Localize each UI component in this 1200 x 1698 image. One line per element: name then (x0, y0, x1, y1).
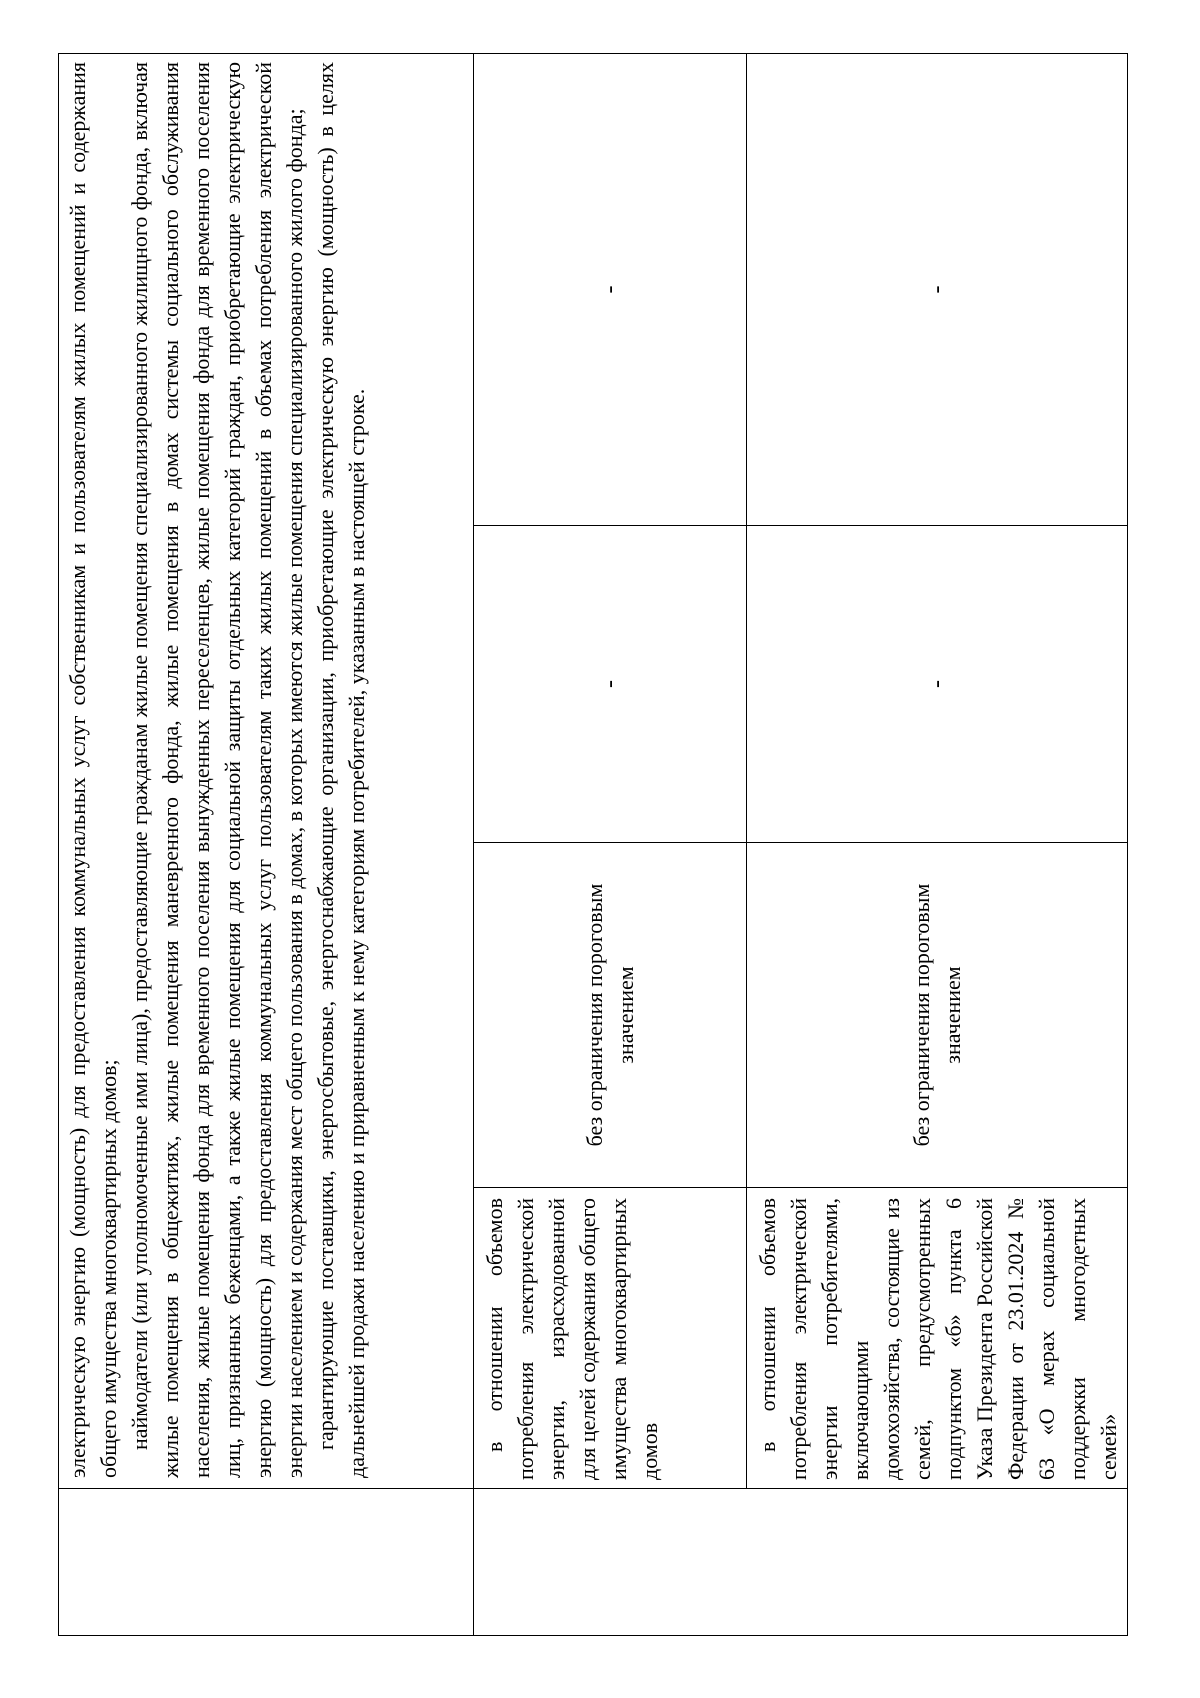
dash-value: - (596, 680, 623, 688)
consumption-scope-text: в отношении объемов потребления электрической энергии, израсходованной для целей содержания общего имущества многоквартирных домов (482, 1198, 662, 1480)
intro-paragraph: электрическую энергию (мощность) для предоставления коммунальных услуг собственникам и пользователям жилых помещений и содержания общего имущества многоквартирных домов; (65, 61, 121, 1478)
consumption-scope-text: в отношении объемов потребления электрической энергии потребителями, включающими домохозяйства, состоящие из семей, предусмотренных подпунктом «б» пункта 6 Указа Президента Российской Федерации от 23.01.2024 № 63 «О мерах социальной поддержки многодетных семей» (755, 1198, 1121, 1480)
value-cell (747, 53, 1128, 525)
consumption-scope-cell (474, 1188, 747, 1489)
intro-paragraph: наймодатели (или уполномоченные ими лица), предоставляющие гражданам жилые помещения специализированного жилищного фонда, включая жилые помещения в общежитиях, жилые помещения маневренного фонда, жилые помещения в домах системы социального обслуживания населения, жилые помещения фонда для временного поселения вынужденных переселенцев, жилые помещения фонда для временного поселения лиц, признанных беженцами, а также жилые помещения для социальной защиты отдельных категорий граждан, приобретающие электрическую энергию (мощность) для предоставления коммунальных услуг пользователям таких жилых помещений в объемах потребления электрической энергии населением и содержания мест общего пользования в домах, в которых имеются жилые помещения специализированного жилого фонда; (127, 61, 307, 1478)
threshold-cell (747, 843, 1128, 1188)
dash-value: - (596, 285, 623, 294)
table-row-intro (59, 53, 474, 1635)
row-number-cell (59, 1489, 474, 1636)
threshold-text: без ограничения пороговым значением (909, 883, 965, 1147)
value-cell (747, 526, 1128, 843)
threshold-text: без ограничения пороговым значением (582, 883, 638, 1147)
table-row (474, 53, 747, 1635)
consumption-scope-cell (747, 1188, 1128, 1489)
row-number-cell (474, 1489, 1128, 1636)
tariff-table (58, 53, 1128, 1636)
table-row (747, 53, 1128, 1635)
intro-paragraph: гарантирующие поставщики, энергосбытовые, энергоснабжающие организации, приобретающие электрическую энергию (мощность) в целях дальнейшей продажи населению и приравненным к нему категориям потребителей, указанным в настоящей строке. (313, 61, 369, 1478)
dash-value: - (923, 680, 950, 688)
rotated-page (58, 54, 1121, 1636)
consumer-categories-cell (59, 53, 474, 1488)
value-cell (474, 53, 747, 525)
threshold-cell (474, 843, 747, 1188)
value-cell (474, 526, 747, 843)
dash-value: - (923, 285, 950, 294)
